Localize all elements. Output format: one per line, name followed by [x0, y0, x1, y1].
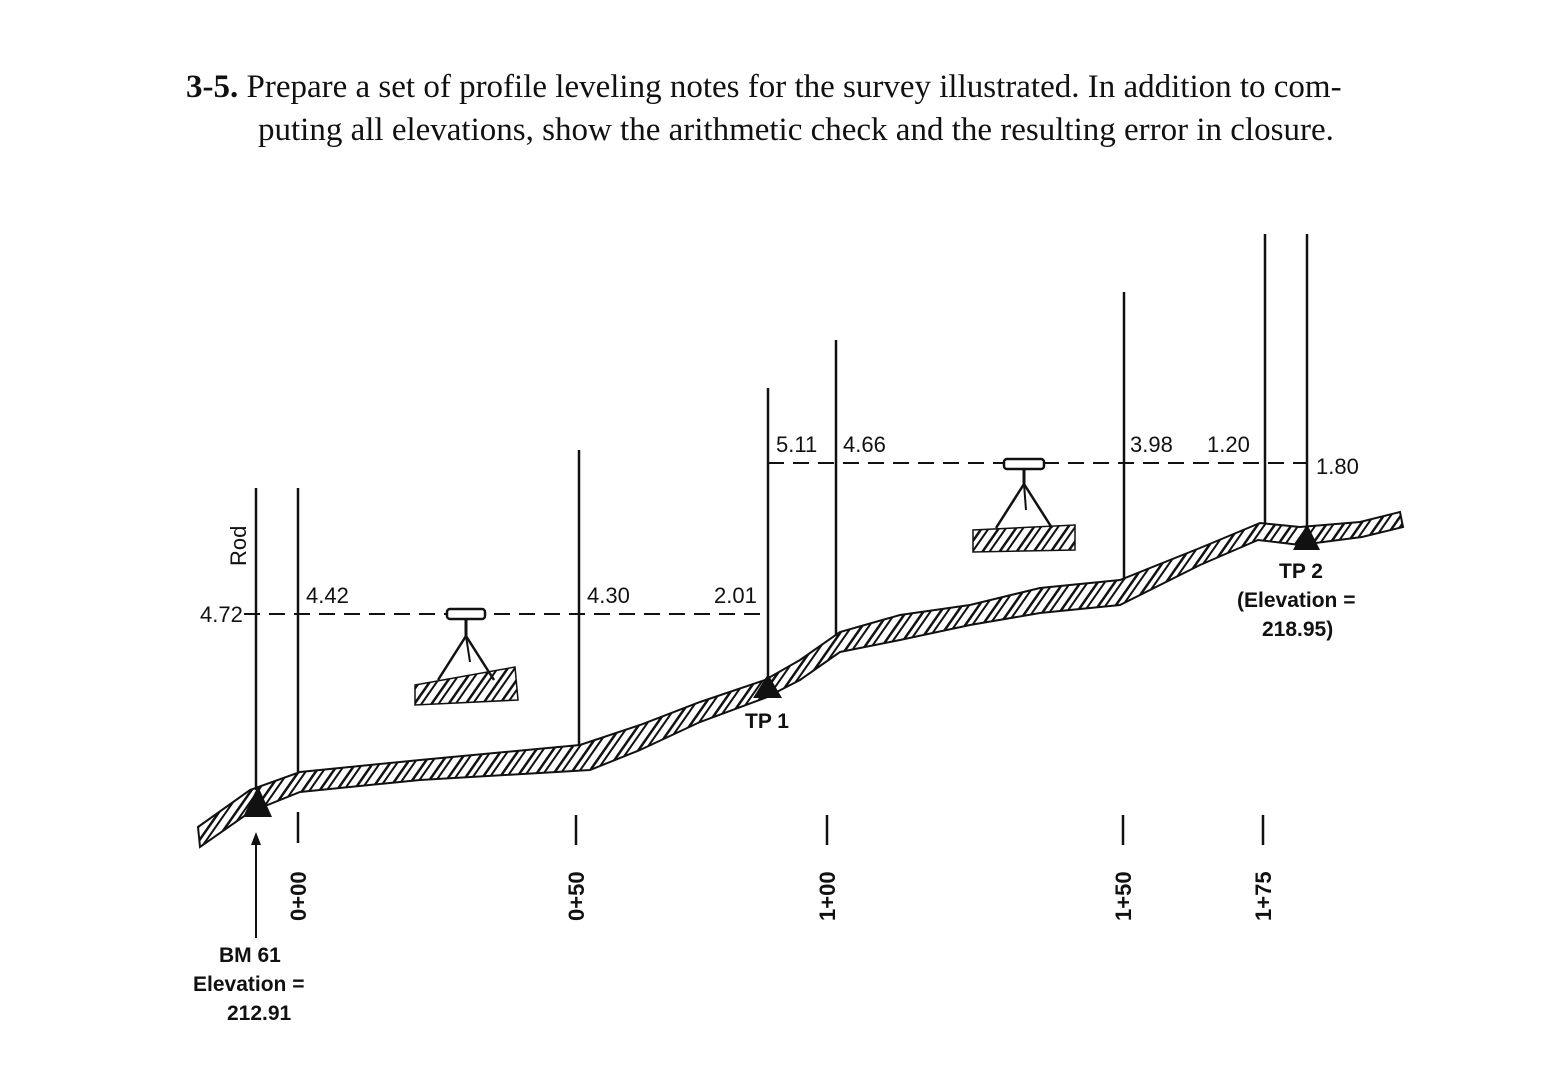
station-label-0-00: 0+00: [286, 871, 311, 921]
level-instrument-1: [415, 609, 518, 705]
problem-number: 3-5.: [186, 69, 239, 105]
station-ticks: [298, 812, 1263, 845]
level-instrument-2: [973, 459, 1075, 552]
tp2-label: TP 2: [1279, 560, 1323, 583]
station-label-1-75: 1+75: [1251, 871, 1276, 921]
bm61-pointer-arrowhead: [251, 832, 261, 845]
ground-profile: [198, 512, 1403, 847]
reading-bs-bm61: 4.72: [200, 602, 243, 627]
reading-fs-tp2: 1.80: [1316, 454, 1359, 479]
bm61-elevation-line-1: Elevation =: [193, 973, 305, 996]
problem-text-line-1: Prepare a set of profile leveling notes for the survey illustrated. In addition to com-: [246, 69, 1342, 105]
reading-sta-0-50: 4.30: [587, 583, 630, 608]
reading-fs-tp1: 2.01: [714, 583, 757, 608]
station-label-1-50: 1+50: [1111, 871, 1136, 921]
station-label-1-00: 1+00: [815, 871, 840, 921]
rods: [256, 234, 1307, 790]
bm61-elevation-line-2: 212.91: [227, 1002, 292, 1025]
reading-bs-tp1: 5.11: [776, 432, 818, 457]
bm61-label: BM 61: [219, 944, 281, 967]
reading-sta-1-50: 3.98: [1130, 432, 1173, 457]
tp2-elevation-line-1: (Elevation =: [1237, 589, 1356, 612]
reading-sta-1-00: 4.66: [843, 432, 886, 457]
station-label-0-50: 0+50: [564, 871, 589, 921]
rod-label: Rod: [226, 525, 251, 566]
problem-text-line-2: puting all elevations, show the arithmetic check and the resulting error in closure.: [258, 112, 1334, 148]
reading-sta-1-75: 1.20: [1207, 432, 1250, 457]
tp2-elevation-line-2: 218.95): [1262, 618, 1334, 641]
reading-sta-0-00: 4.42: [306, 583, 349, 608]
tp1-label: TP 1: [745, 710, 789, 733]
